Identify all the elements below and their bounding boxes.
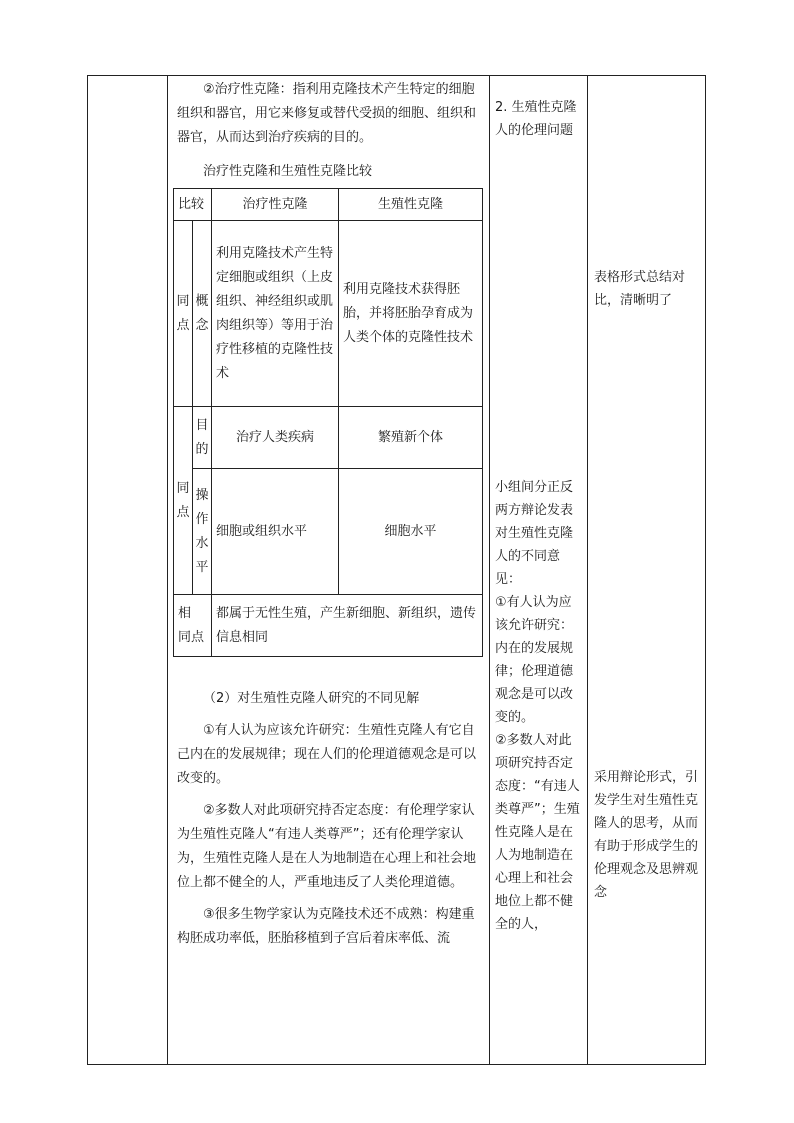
concept-reproductive: 利用克隆技术获得胚胎，并将胚胎孕育成为人类个体的克隆性技术 xyxy=(339,221,483,407)
table-caption: 治疗性克隆和生殖性克隆比较 xyxy=(203,164,373,179)
same-label: 相 同点 xyxy=(174,595,212,657)
concept-label: 概念 xyxy=(193,221,212,407)
level-reproductive: 细胞水平 xyxy=(339,469,483,595)
same-text: 都属于无性生殖，产生新细胞、新组织，遗传信息相同 xyxy=(212,595,483,657)
activity-debate xyxy=(495,476,583,936)
intent-table-note-text: 表格形式总结对比，清晰明了 xyxy=(594,270,686,308)
level-label: 操作水平 xyxy=(193,469,212,595)
purpose-label: 目的 xyxy=(193,407,212,469)
column-divider xyxy=(489,75,490,1065)
header-therapeutic: 治疗性克隆 xyxy=(212,189,339,221)
comparison-table xyxy=(173,188,483,657)
view-2: ②多数人对此项研究持否定态度：有伦理学家认为生殖性克隆人“有违人类尊严”；还有伦理学家认为，生殖性克隆人是在人为地制造在心理上和社会地位上都不健全的人，严重地违反了人类伦理道德。 xyxy=(177,803,477,890)
debate-pro: ①有人认为应该允许研究：内在的发展规律；伦理道德观念是可以改变的。 xyxy=(495,595,574,725)
header-compare: 比较 xyxy=(174,189,212,221)
header-reproductive: 生殖性克隆 xyxy=(339,189,483,221)
diff-label: 同点 xyxy=(174,221,193,407)
debate-intro: 小组间分正反两方辩论发表对生殖性克隆人的不同意见： xyxy=(495,480,574,587)
therapeutic-cloning-definition: ②治疗性克隆：指利用克隆技术产生特定的细胞组织和器官，用它来修复或替代受损的细胞、组织和器官，从而达到治疗疾病的目的。 xyxy=(177,82,477,145)
column-divider xyxy=(167,75,168,1065)
view-3: ③很多生物学家认为克隆技术还不成熟：构建重构胚成功率低，胚胎移植到子宫后着床率低、流 xyxy=(177,907,475,946)
diff-label: 同点 xyxy=(174,407,193,595)
activity-topic xyxy=(495,96,583,142)
intent-debate-note xyxy=(594,766,700,904)
purpose-reproductive: 繁殖新个体 xyxy=(339,407,483,469)
level-therapeutic: 细胞或组织水平 xyxy=(212,469,339,595)
teaching-content-column xyxy=(177,78,485,951)
activity-topic-text: 2. 生殖性克隆人的伦理问题 xyxy=(495,100,577,138)
column-divider xyxy=(587,75,588,1065)
concept-therapeutic: 利用克隆技术产生特定细胞或组织（上皮组织、神经组织或肌肉组织等）等用于治疗性移植的克隆性技术 xyxy=(212,221,339,407)
view-1: ①有人认为应该允许研究：生殖性克隆人有它自己内在的发展规律；现在人们的伦理道德观念是可以改变的。 xyxy=(177,723,477,786)
debate-con: ②多数人对此项研究持否定态度：“有违人类尊严”；生殖性克隆人是在人为地制造在心理上和社会地位上都不健全的人， xyxy=(495,733,580,932)
purpose-therapeutic: 治疗人类疾病 xyxy=(212,407,339,469)
intent-table-note xyxy=(594,266,700,312)
intent-debate-note-text: 采用辩论形式，引发学生对生殖性克隆人的思考，从而有助于形成学生的伦理观念及思辨观念 xyxy=(594,770,699,900)
views-heading: （2）对生殖性克隆人研究的不同见解 xyxy=(203,691,420,706)
